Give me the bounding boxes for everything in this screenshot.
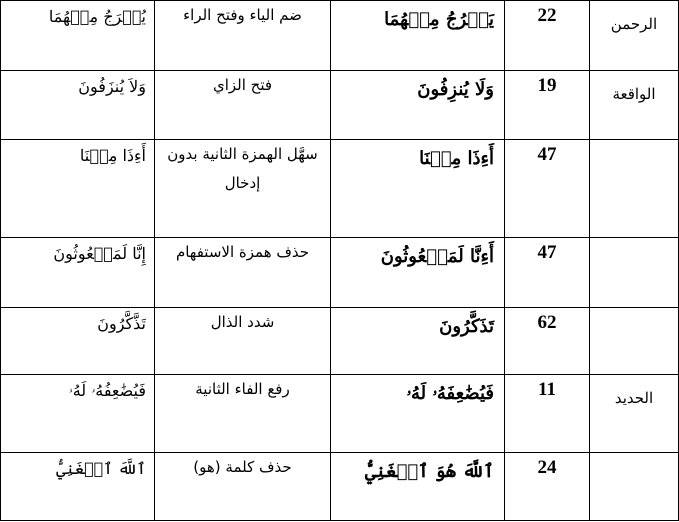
verse-number-cell: 11	[505, 375, 590, 453]
original-word-cell: وَلَا يُنزِفُونَ	[331, 71, 505, 140]
resulting-word-cell: فَيُضَٰعِفُهُۥ لَهُۥ	[1, 375, 155, 453]
table-row	[1, 453, 679, 521]
verse-number-cell: 24	[505, 453, 590, 521]
table-row	[1, 1, 679, 71]
resulting-word-cell: تَذَّكَّرُونَ	[1, 308, 155, 375]
table-row	[1, 140, 679, 238]
change-description-cell: حذف كلمة (هو)	[155, 453, 331, 521]
verse-number-cell: 22	[505, 1, 590, 71]
change-description-cell: حذف همزة الاستفهام	[155, 238, 331, 308]
change-description-cell: فتح الزاي	[155, 71, 331, 140]
table-row	[1, 238, 679, 308]
surah-cell: الرحمن	[590, 1, 679, 71]
verse-number-cell: 47	[505, 238, 590, 308]
table-row	[1, 71, 679, 140]
verse-number-cell: 47	[505, 140, 590, 238]
verse-number-cell: 19	[505, 71, 590, 140]
surah-cell	[590, 140, 679, 238]
resulting-word-cell: أَءِذَا مِتۡنَا	[1, 140, 155, 238]
resulting-word-cell: ٱللَّهَ ٱلۡغَنِيُّ	[1, 453, 155, 521]
verse-number-cell: 62	[505, 308, 590, 375]
surah-cell	[590, 308, 679, 375]
surah-cell	[590, 238, 679, 308]
original-word-cell: تَذَكَّرُونَ	[331, 308, 505, 375]
original-word-cell: أَءِذَا مِتۡنَا	[331, 140, 505, 238]
original-word-cell: فَيُضَٰعِفَهُۥ لَهُۥ	[331, 375, 505, 453]
surah-cell: الحديد	[590, 375, 679, 453]
surah-cell: الواقعة	[590, 71, 679, 140]
original-word-cell: ٱللَّهَ هُوَ ٱلۡغَنِيُّ	[331, 453, 505, 521]
change-description-cell: ضم الياء وفتح الراء	[155, 1, 331, 71]
table-row	[1, 375, 679, 453]
change-description-cell: شدد الذال	[155, 308, 331, 375]
change-description-cell: رفع الفاء الثانية	[155, 375, 331, 453]
resulting-word-cell: يُخۡرَجُ مِنۡهُمَا	[1, 1, 155, 71]
change-description-cell: سهَّل الهمزة الثانية بدون إدخال	[155, 140, 331, 238]
original-word-cell: يَخۡرُجُ مِنۡهُمَا	[331, 1, 505, 71]
original-word-cell: أَءِنَّا لَمَبۡعُوثُونَ	[331, 238, 505, 308]
resulting-word-cell: إِنَّا لَمَبۡعُوثُونَ	[1, 238, 155, 308]
resulting-word-cell: وَلاَ يُنزَفُونَ	[1, 71, 155, 140]
table-row	[1, 308, 679, 375]
surah-cell	[590, 453, 679, 521]
